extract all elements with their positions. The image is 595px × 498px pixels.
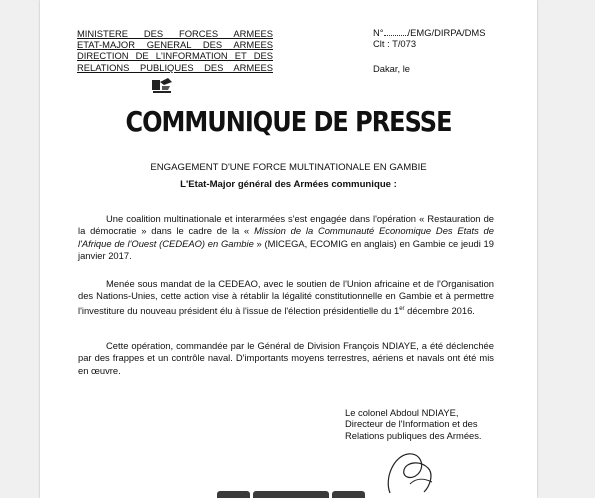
signatory-title: Directeur de l'Information et des [345,418,478,430]
handwritten-signature [380,448,450,498]
paragraph-1-mission-name: Mission de la Communauté Economique Des Etats de l'Afrique de l'Ouest (CEDEAO) en Gambie [78,225,494,249]
reference-blank [384,35,408,36]
paragraph-1 [78,213,494,263]
paragraph-2 [78,278,494,317]
place-date: Dakar, le [373,63,410,74]
paragraph-1-text-a: Une coalition multinationale et interarmées s'est engagée dans l'opération « Restauration de la démocratie » dans le cadre de la « [78,213,494,237]
document-page [40,0,537,498]
viewer-toolbar-button[interactable] [253,491,329,498]
ministry-header [77,28,273,73]
viewer-toolbar-button[interactable] [217,491,250,498]
header-line: DIRECTION DE L'INFORMATION ET DES [77,50,273,62]
subject-line: ENGAGEMENT D'UNE FORCE MULTINATIONALE EN GAMBIE [150,162,427,173]
paragraph-3: Cette opération, commandée par le Général de Division François NDIAYE, a été déclenchée par des frappes et un contrôle naval. D'importants moyens terrestres, aériens et navals ont été mis en œuvre. [78,340,494,376]
viewer-toolbar-button[interactable] [332,491,365,498]
reference-code: /EMG/DIRPA/DMS [407,27,486,38]
document-title: COMMUNIQUE DE PRESSE [125,105,452,139]
reference-prefix: N° [373,27,384,38]
signature-block [345,407,505,441]
signatory-title-cont: Relations publiques des Armées. [345,429,482,441]
header-line: MINISTERE DES FORCES ARMEES [77,28,273,39]
header-line: RELATIONS PUBLIQUES DES ARMEES [77,61,273,73]
header-line: ETAT-MAJOR GENERAL DES ARMEES [77,39,273,51]
paragraph-2-text-b: décembre 2016. [404,304,475,316]
reference-block [373,27,486,74]
paragraph-2-superscript: er [399,305,405,312]
classification: Clt : T/073 [373,38,417,49]
signatory-name: Le colonel Abdoul NDIAYE, [345,407,459,418]
subheading: L'Etat-Major général des Armées communique : [180,179,397,190]
paragraph-2-text-a: Menée sous mandat de la CEDEAO, avec le soutien de l'Union africaine et de l'Organisation des Nations-Unies, cette action vise à rétablir la légalité constitutionnelle en Gambie et à permettre l'investiture du nouveau président élu à l'issue de l'élection présidentielle du 1 [78,278,494,316]
paragraph-1-text-b: » (MICEGA, ECOMIG en anglais) en Gambie ce jeudi 19 janvier 2017. [78,237,494,262]
army-emblem-icon [150,76,174,96]
